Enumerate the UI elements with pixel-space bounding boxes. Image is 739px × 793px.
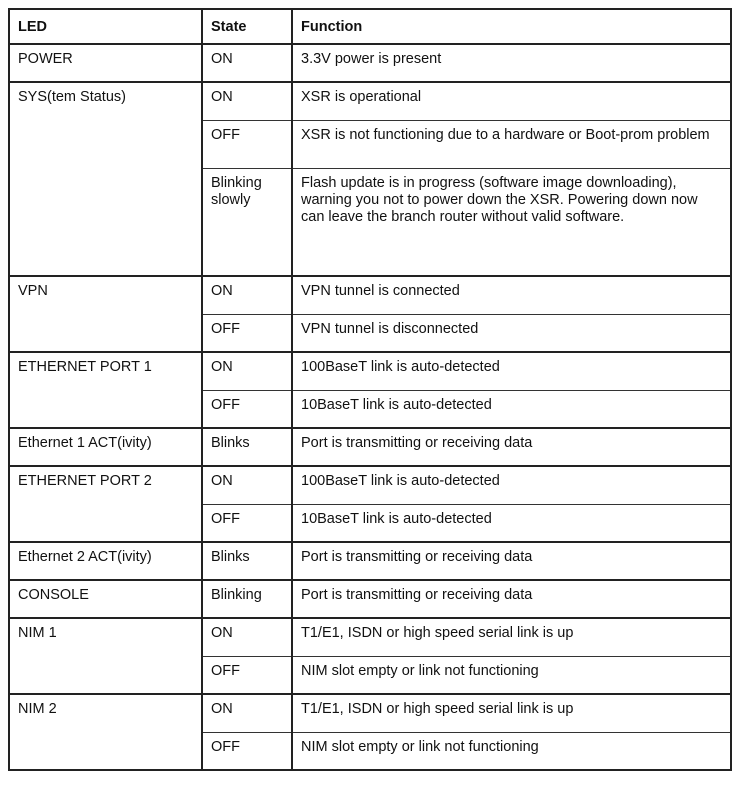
state-cell: Blinking slowly	[202, 168, 292, 276]
function-cell: Port is transmitting or receiving data	[292, 580, 731, 618]
header-led: LED	[9, 9, 202, 44]
state-cell: Blinking	[202, 580, 292, 618]
function-cell: T1/E1, ISDN or high speed serial link is up	[292, 694, 731, 732]
header-state: State	[202, 9, 292, 44]
function-cell: Port is transmitting or receiving data	[292, 542, 731, 580]
state-cell: ON	[202, 44, 292, 82]
led-name-cell: Ethernet 1 ACT(ivity)	[9, 428, 202, 466]
state-cell: OFF	[202, 732, 292, 770]
state-cell: Blinks	[202, 428, 292, 466]
led-name-cell: SYS(tem Status)	[9, 82, 202, 276]
table-row	[9, 466, 731, 504]
state-cell: Blinks	[202, 542, 292, 580]
state-cell: OFF	[202, 504, 292, 542]
led-name-cell: NIM 1	[9, 618, 202, 694]
function-cell: 10BaseT link is auto-detected	[292, 390, 731, 428]
table-body	[9, 44, 731, 770]
function-cell: T1/E1, ISDN or high speed serial link is up	[292, 618, 731, 656]
function-cell: 100BaseT link is auto-detected	[292, 352, 731, 390]
led-name-cell: VPN	[9, 276, 202, 352]
state-cell: ON	[202, 276, 292, 314]
table-row	[9, 580, 731, 618]
function-cell: VPN tunnel is disconnected	[292, 314, 731, 352]
led-name-cell: POWER	[9, 44, 202, 82]
state-cell: OFF	[202, 120, 292, 168]
table-row	[9, 428, 731, 466]
state-cell: OFF	[202, 656, 292, 694]
led-name-cell: NIM 2	[9, 694, 202, 770]
led-name-cell: ETHERNET PORT 2	[9, 466, 202, 542]
function-cell: VPN tunnel is connected	[292, 276, 731, 314]
function-cell: 100BaseT link is auto-detected	[292, 466, 731, 504]
table-row	[9, 276, 731, 314]
state-cell: OFF	[202, 390, 292, 428]
table-row	[9, 82, 731, 120]
state-cell: ON	[202, 352, 292, 390]
state-cell: OFF	[202, 314, 292, 352]
state-cell: ON	[202, 466, 292, 504]
state-cell: ON	[202, 82, 292, 120]
table-row	[9, 542, 731, 580]
led-status-table	[8, 8, 732, 771]
table-header	[9, 9, 731, 44]
function-cell: NIM slot empty or link not functioning	[292, 732, 731, 770]
header-row	[9, 9, 731, 44]
function-cell: XSR is not functioning due to a hardware or Boot-prom problem	[292, 120, 731, 168]
header-function: Function	[292, 9, 731, 44]
function-cell: 10BaseT link is auto-detected	[292, 504, 731, 542]
state-cell: ON	[202, 694, 292, 732]
table-row	[9, 694, 731, 732]
led-name-cell: CONSOLE	[9, 580, 202, 618]
function-cell: Flash update is in progress (software image downloading), warning you not to power down the XSR. Powering down now can leave the branch router without valid software.	[292, 168, 731, 276]
led-name-cell: Ethernet 2 ACT(ivity)	[9, 542, 202, 580]
function-cell: 3.3V power is present	[292, 44, 731, 82]
function-cell: Port is transmitting or receiving data	[292, 428, 731, 466]
state-cell: ON	[202, 618, 292, 656]
led-name-cell: ETHERNET PORT 1	[9, 352, 202, 428]
table-row	[9, 618, 731, 656]
function-cell: NIM slot empty or link not functioning	[292, 656, 731, 694]
table-row	[9, 352, 731, 390]
function-cell: XSR is operational	[292, 82, 731, 120]
table-row	[9, 44, 731, 82]
